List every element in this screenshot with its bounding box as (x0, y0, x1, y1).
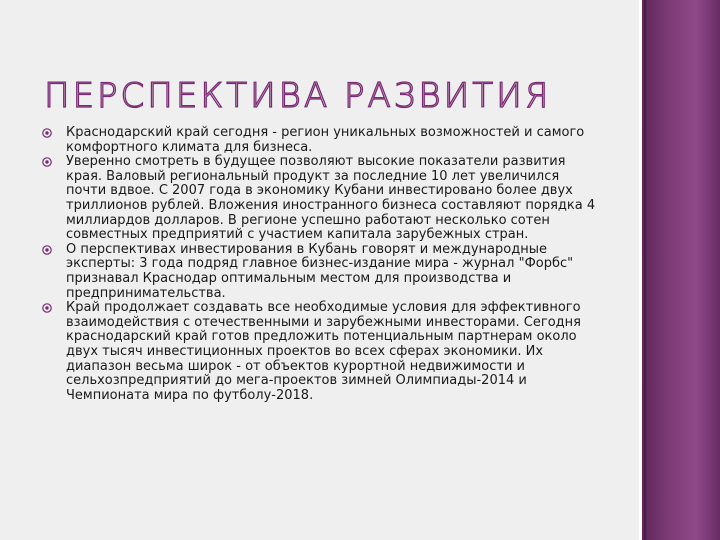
bullet-item (42, 155, 597, 243)
eye-ring-bullet-icon (42, 303, 52, 313)
bullet-text: Край продолжает создавать все необходимые условия для эффективного взаимодействия с отечественными и зарубежными инвесторами. Сегодня краснодарский край готов предложить потенциальным партнерам около двух тысяч инвестиционных проектов во всех сферах экономики. Их диапазон весьма широк - от объектов курортной недвижимости и сельхозпредприятий до мега-проектов зимней Олимпиады-2014 и Чемпионата мира по футболу-2018. (66, 300, 581, 403)
eye-ring-bullet-icon (42, 128, 52, 138)
decorative-side-band (639, 0, 720, 540)
slide-title: ПЕРСПЕКТИВА РАЗВИТИЯ (44, 76, 552, 116)
eye-ring-bullet-icon (42, 245, 52, 255)
eye-ring-bullet-icon (42, 157, 52, 167)
bullet-text: О перспективах инвестирования в Кубань говорят и международные эксперты: 3 года подряд главное бизнес-издание мира - журнал "Форбс" признавал Краснодар оптимальным местом для производства и предпринимательства. (66, 241, 574, 301)
bullet-list (42, 126, 597, 403)
bullet-text: Уверенно смотреть в будущее позволяют высокие показатели развития края. Валовый региональный продукт за последние 10 лет увеличился почти вдвое. С 2007 года в экономику Кубани инвестировано более двух триллионов рублей. Вложения иностранного бизнеса составляют порядка 4 миллиардов долларов. В регионе успешно работают несколько сотен совместных предприятий с участием капитала зарубежных стран. (66, 154, 596, 243)
bullet-item (42, 126, 597, 155)
bullet-text: Краснодарский край сегодня - регион уникальных возможностей и самого комфортного климата для бизнеса. (66, 125, 585, 155)
bullet-item (42, 301, 597, 403)
bullet-item (42, 243, 597, 301)
